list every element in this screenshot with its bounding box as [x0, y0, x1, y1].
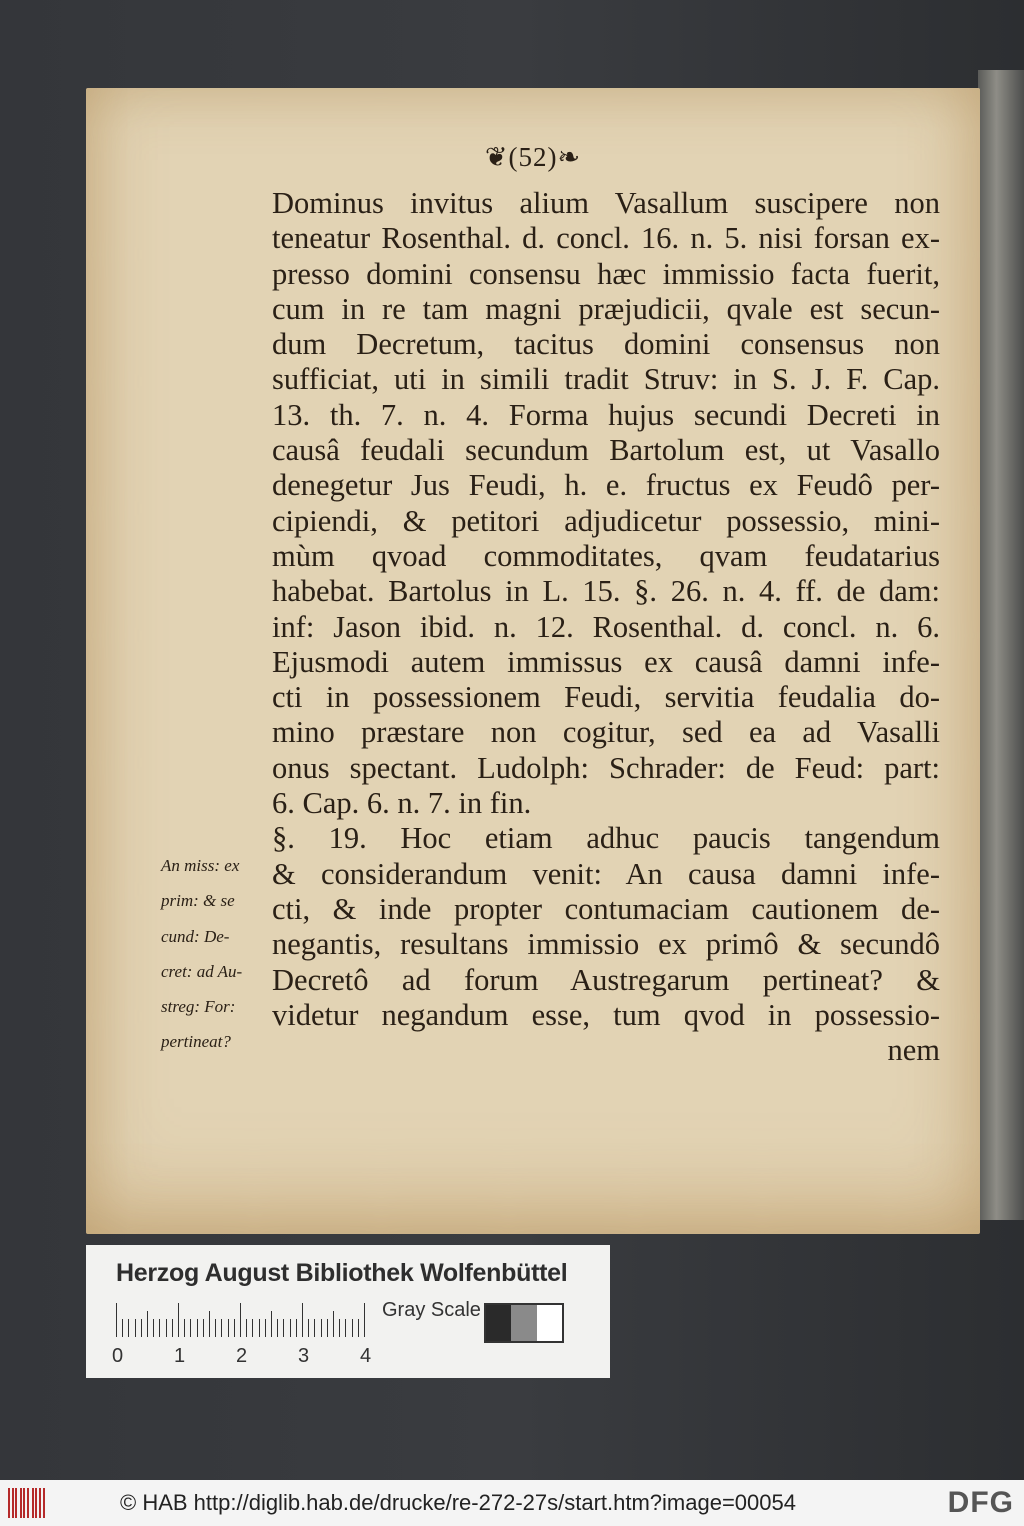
- text-line: mùm qvoad commoditates, qvam feudatarius: [272, 538, 940, 573]
- text-line: cipiendi, & petitori adjudicetur possessio, mini-: [272, 503, 940, 538]
- ruler-number: 1: [174, 1345, 186, 1367]
- ruler-number: 2: [236, 1345, 248, 1367]
- body-text: [272, 186, 940, 1068]
- scale-ruler: [116, 1303, 364, 1337]
- margin-note-line: streg: For:: [161, 997, 236, 1017]
- ruler-tick: [234, 1319, 235, 1337]
- ruler-number: 3: [298, 1345, 310, 1367]
- margin-note-line: cund: De-: [161, 926, 230, 946]
- book-page: [86, 88, 980, 1234]
- logo-stripe: [20, 1488, 22, 1518]
- text-line: causâ feudali secundum Bartolum est, ut Vasallo: [272, 433, 940, 468]
- ruler-number: 0: [112, 1345, 124, 1367]
- ruler-tick: [215, 1319, 216, 1337]
- ruler-tick: [172, 1319, 173, 1337]
- viewer-footer: [0, 1480, 1024, 1526]
- ruler-tick: [246, 1319, 247, 1337]
- ruler-tick: [352, 1319, 353, 1337]
- text-line: Dominus invitus alium Vasallum suscipere non: [272, 186, 940, 220]
- page-edge: [978, 70, 1024, 1220]
- logo-stripe: [39, 1488, 41, 1518]
- gray-scale-label: Gray Scale: [382, 1299, 481, 1321]
- ruler-tick: [122, 1319, 123, 1337]
- gray-swatch: [511, 1305, 536, 1341]
- ruler-tick: [190, 1319, 191, 1337]
- gray-swatch: [486, 1305, 511, 1341]
- ruler-tick: [166, 1319, 167, 1337]
- logo-stripe: [27, 1488, 29, 1518]
- library-label: [86, 1245, 610, 1378]
- ruler-number: 4: [360, 1345, 372, 1367]
- ruler-tick: [259, 1319, 260, 1337]
- logo-stripe: [35, 1488, 37, 1518]
- margin-note-line: pertineat?: [161, 1032, 231, 1052]
- ruler-tick: [339, 1319, 340, 1337]
- text-line: videtur negandum esse, tum qvod in possessio-: [272, 997, 940, 1032]
- ruler-tick: [209, 1311, 210, 1337]
- ruler-tick: [277, 1319, 278, 1337]
- ruler-tick: [135, 1319, 136, 1337]
- text-line: cum in re tam magni præjudicii, qvale est secun-: [272, 291, 940, 326]
- page-number-header: ❦(52)❧: [484, 142, 582, 172]
- ruler-tick: [321, 1319, 322, 1337]
- ruler-tick: [364, 1303, 365, 1337]
- ruler-tick: [327, 1319, 328, 1337]
- text-line: denegetur Jus Feudi, h. e. fructus ex Feudô per-: [272, 468, 940, 503]
- ruler-tick: [290, 1319, 291, 1337]
- copyright-url[interactable]: © HAB http://diglib.hab.de/drucke/re-272-27s/start.htm?image=00054: [120, 1490, 796, 1515]
- library-name: Herzog August Bibliothek Wolfenbüttel: [116, 1259, 568, 1287]
- text-line: mino præstare non cogitur, sed ea ad Vasalli: [272, 715, 940, 750]
- gray-swatch: [537, 1305, 562, 1341]
- ruler-tick: [252, 1319, 253, 1337]
- ruler-tick: [283, 1319, 284, 1337]
- ruler-tick: [345, 1319, 346, 1337]
- margin-note-line: An miss: ex: [161, 856, 240, 875]
- text-line: 13. th. 7. n. 4. Forma hujus secundi Decreti in: [272, 397, 940, 432]
- ruler-tick: [159, 1319, 160, 1337]
- text-line: cti, & inde propter contumaciam cautionem de-: [272, 891, 940, 926]
- text-line: habebat. Bartolus in L. 15. §. 26. n. 4. ff. de dam:: [272, 574, 940, 609]
- text-line: inf: Jason ibid. n. 12. Rosenthal. d. concl. n. 6.: [272, 609, 940, 644]
- ruler-tick: [271, 1311, 272, 1337]
- hab-logo-icon: [8, 1488, 46, 1518]
- ruler-numbers: [112, 1345, 376, 1369]
- text-line: nem: [887, 1033, 940, 1068]
- margin-note: [161, 848, 291, 1060]
- logo-stripe: [32, 1488, 34, 1518]
- ruler-tick: [128, 1319, 129, 1337]
- ruler-tick: [203, 1319, 204, 1337]
- logo-stripe: [12, 1488, 14, 1518]
- text-line: sufficiat, uti in simili tradit Struv: in S. J. F. Cap.: [272, 362, 940, 397]
- ruler-tick: [296, 1319, 297, 1337]
- text-line: & considerandum venit: An causa damni infe-: [272, 856, 940, 891]
- ruler-tick: [228, 1319, 229, 1337]
- margin-note-line: cret: ad Au-: [161, 961, 243, 981]
- ruler-tick: [178, 1303, 179, 1337]
- dfg-logo: DFG: [947, 1486, 1014, 1519]
- ruler-tick: [240, 1303, 241, 1337]
- ruler-tick: [197, 1319, 198, 1337]
- ruler-tick: [141, 1319, 142, 1337]
- ruler-tick: [147, 1311, 148, 1337]
- gray-scale-swatches: [484, 1303, 564, 1343]
- ruler-tick: [221, 1319, 222, 1337]
- text-line: presso domini consensu hæc immissio facta fuerit,: [272, 256, 940, 291]
- logo-stripe: [23, 1488, 25, 1518]
- text-line: 6. Cap. 6. n. 7. in fin.: [272, 786, 532, 821]
- text-line: Ejusmodi autem immissus ex causâ damni infe-: [272, 644, 940, 679]
- ruler-tick: [333, 1311, 334, 1337]
- text-line: onus spectant. Ludolph: Schrader: de Feud: part:: [272, 750, 940, 785]
- ruler-tick: [358, 1319, 359, 1337]
- ruler-tick: [302, 1303, 303, 1337]
- ruler-tick: [116, 1303, 117, 1337]
- logo-stripe: [15, 1488, 17, 1518]
- margin-note-line: prim: & se: [161, 891, 235, 911]
- ruler-tick: [308, 1319, 309, 1337]
- text-line: cti in possessionem Feudi, servitia feudalia do-: [272, 680, 940, 715]
- text-line: negantis, resultans immissio ex primô & secundô: [272, 927, 940, 962]
- ruler-tick: [265, 1319, 266, 1337]
- text-line: Decretô ad forum Austregarum pertineat? &: [272, 962, 940, 997]
- logo-stripe: [8, 1488, 10, 1518]
- ruler-tick: [184, 1319, 185, 1337]
- ruler-tick: [314, 1319, 315, 1337]
- text-line: §. 19. Hoc etiam adhuc paucis tangendum: [272, 821, 940, 856]
- ruler-tick: [153, 1319, 154, 1337]
- logo-stripe: [43, 1488, 45, 1518]
- text-line: dum Decretum, tacitus domini consensus non: [272, 327, 940, 362]
- text-line: teneatur Rosenthal. d. concl. 16. n. 5. nisi forsan ex-: [272, 221, 940, 256]
